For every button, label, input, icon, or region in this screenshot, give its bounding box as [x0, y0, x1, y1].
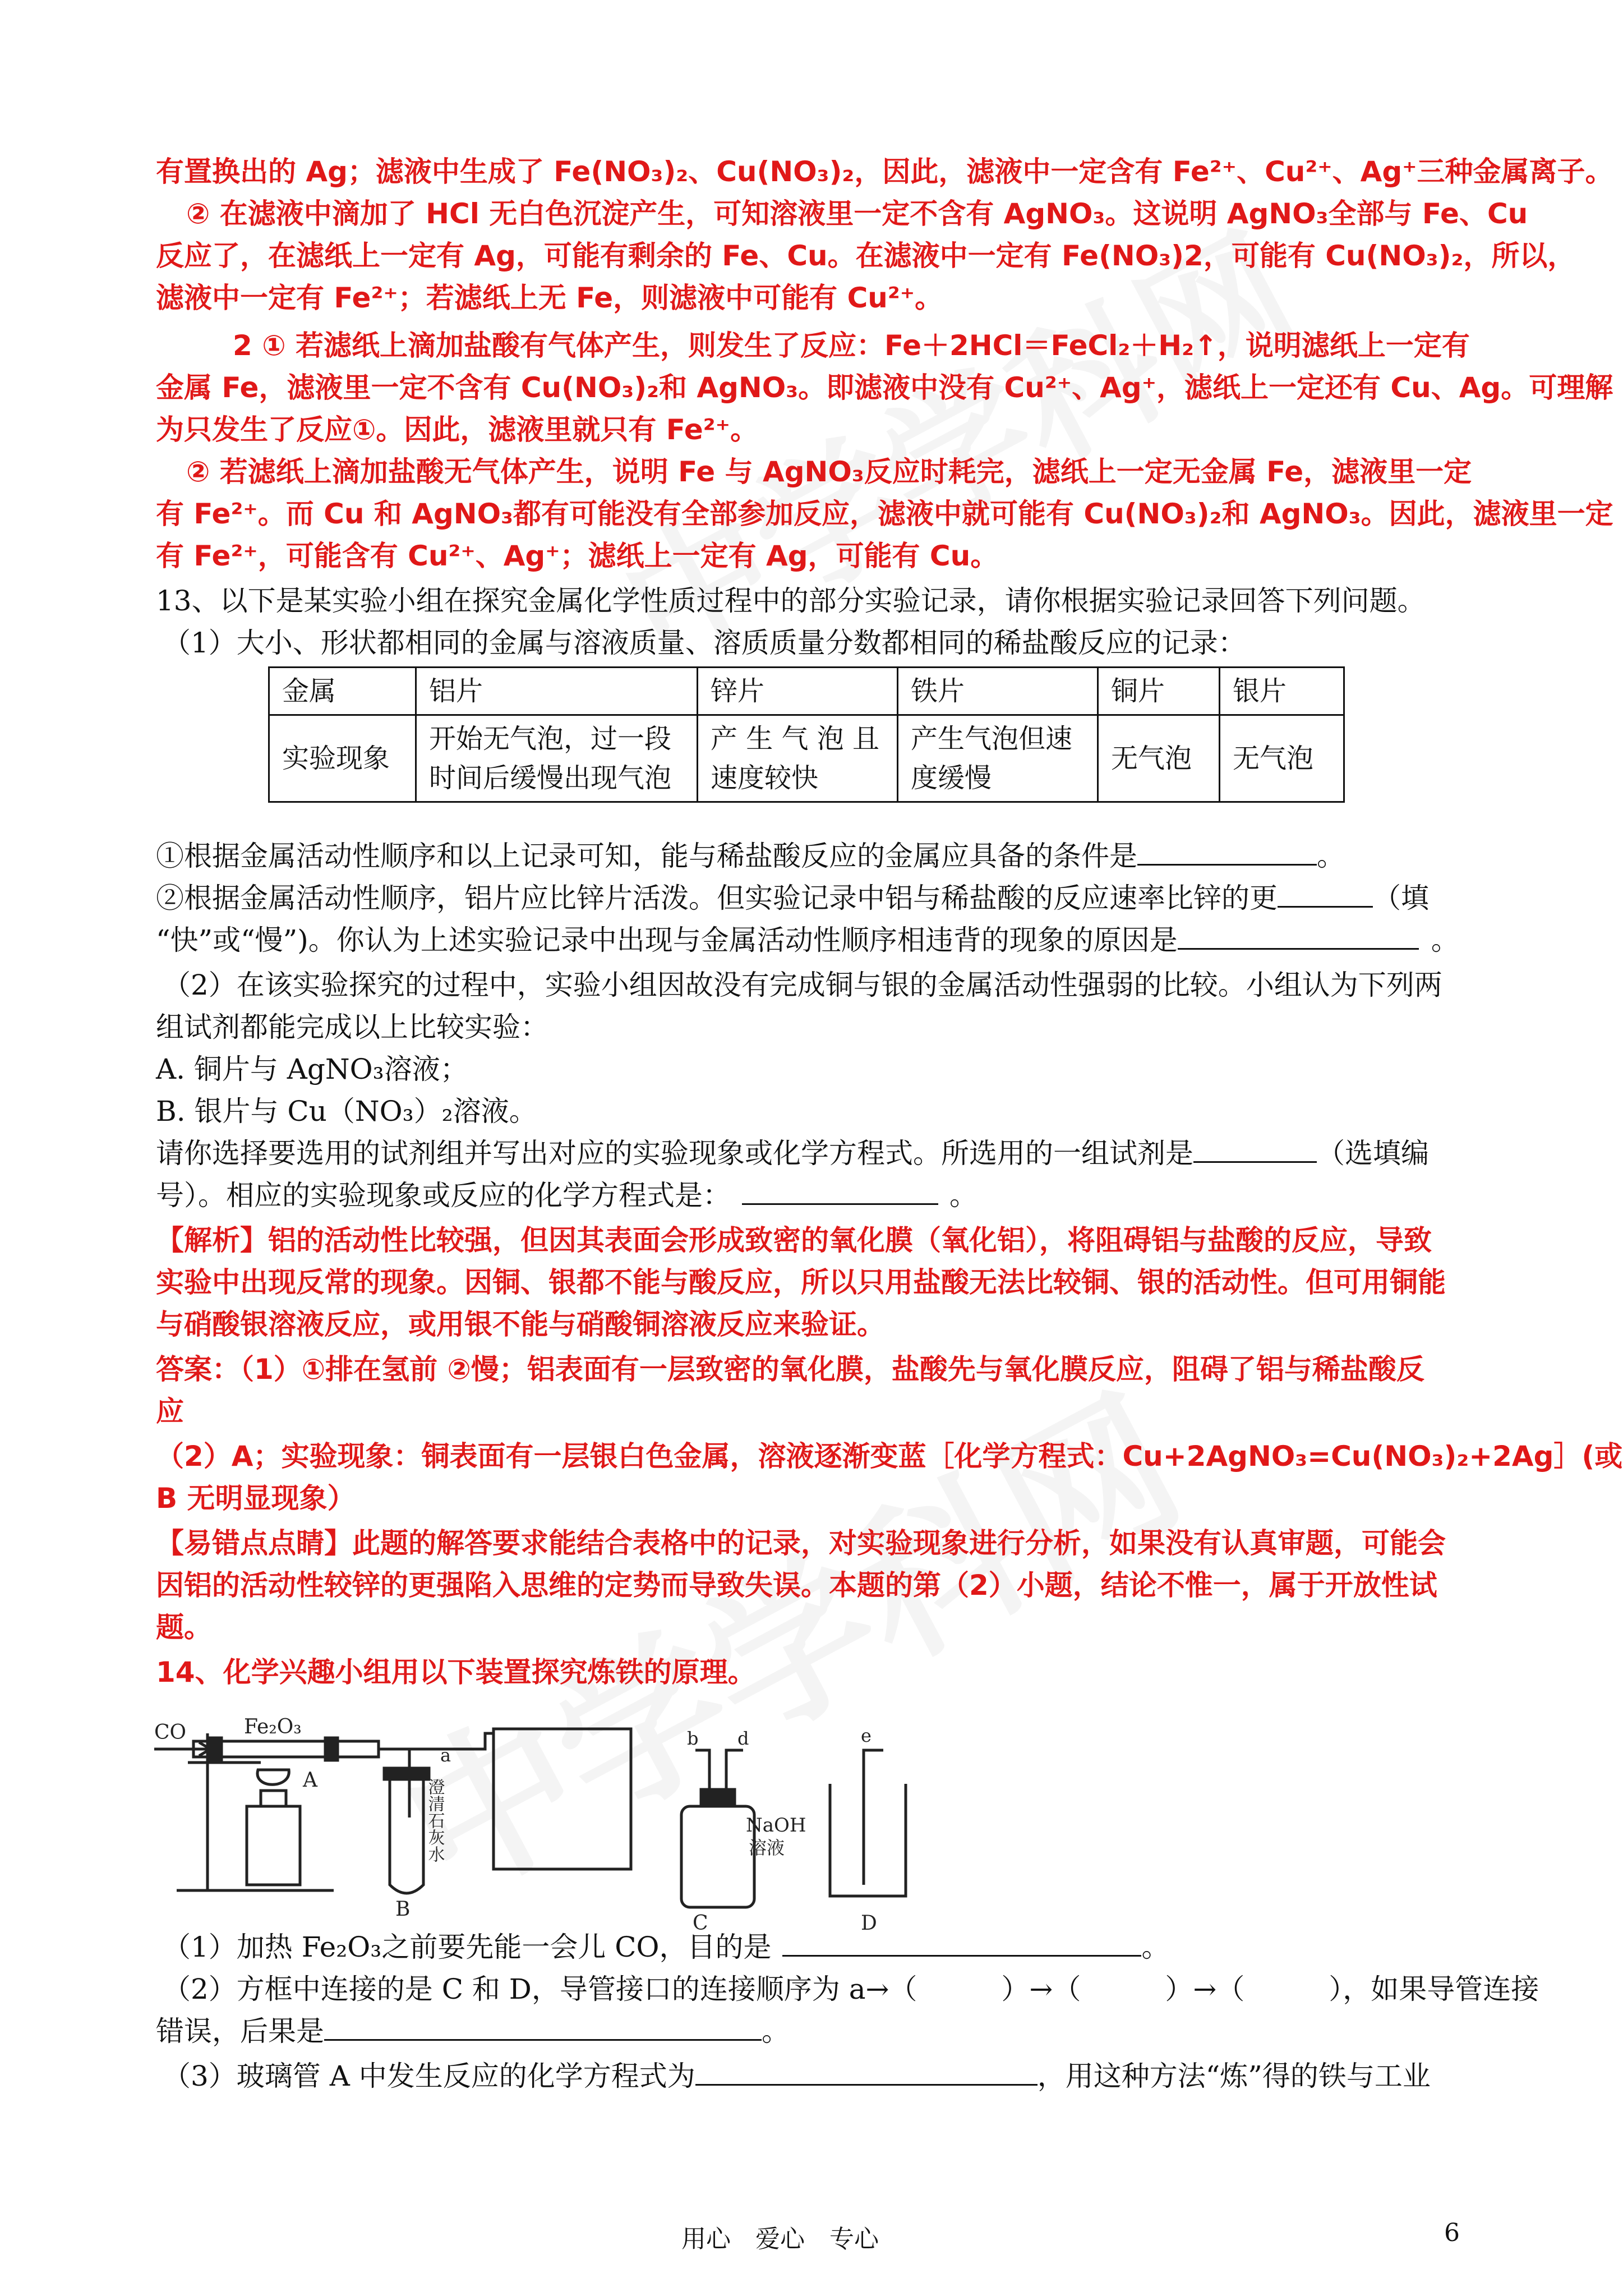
- cell-line: 时间后缓慢出现气泡: [429, 762, 672, 794]
- q13-q2-text: ②根据金属活动性顺序，铝片应比锌片活泼。但实验记录中铝与稀盐酸的反应速率比锌的更: [156, 882, 1278, 914]
- q14-q3: [163, 2056, 1431, 2096]
- answer-blank[interactable]: [1137, 836, 1317, 866]
- table-cell: [416, 715, 698, 802]
- label-a-burner: A: [303, 1769, 317, 1792]
- footer-motto: 用心 爱心 专心: [681, 2225, 879, 2253]
- table-header-row: [269, 668, 1344, 715]
- answer-line: 答案：（1）①排在氢前 ②慢；铝表面有一层致密的氧化膜，盐酸先与氧化膜反应，阻碍了铝与稀盐酸反: [156, 1353, 1424, 1386]
- table-cell: [698, 715, 898, 802]
- q13-q1-text: ①根据金属活动性顺序和以上记录可知，能与稀盐酸反应的金属应具备的条件是: [156, 840, 1137, 872]
- cell-line: 速度较快: [711, 762, 819, 794]
- label-a-tube: a: [440, 1745, 451, 1766]
- dashed-box-frame: [494, 1729, 631, 1869]
- q13-choose: [156, 1133, 1429, 1174]
- cell-line: 产 生 气 泡 且: [711, 723, 880, 754]
- q14-q3-end: ，用这种方法“炼”得的铁与工业: [1037, 2060, 1431, 2092]
- flame: [257, 1770, 289, 1784]
- stopper: [325, 1738, 338, 1760]
- q13-choose-text: 请你选择要选用的试剂组并写出对应的实验现象或化学方程式。所选用的一组试剂是: [156, 1137, 1193, 1170]
- table-row: [269, 715, 1344, 802]
- tips-line: 【易错点点睛】此题的解答要求能结合表格中的记录，对实验现象进行分析，如果没有认真审题，可能会: [156, 1527, 1446, 1559]
- q14-stem: 14、化学兴趣小组用以下装置探究炼铁的原理。: [156, 1656, 756, 1688]
- q13-choose: [156, 1175, 978, 1216]
- cell-line: 开始无气泡，过一段: [429, 723, 672, 754]
- page-number: 6: [1444, 2219, 1460, 2247]
- experiment-table: [268, 666, 1345, 803]
- option-a: A. 铜片与 AgNO₃溶液；: [156, 1053, 468, 1085]
- answer-line: 应: [156, 1395, 184, 1428]
- fe2o3-label: Fe₂O₃: [244, 1715, 302, 1738]
- tips-line: 题。: [156, 1611, 212, 1644]
- test-tube-b: [390, 1773, 423, 1893]
- cell-line: 产生气泡但速: [911, 723, 1073, 754]
- q14-q1-end: 。: [1141, 1931, 1170, 1963]
- red-line: 为只发生了反应①。因此，滤液里就只有 Fe²⁺。: [156, 413, 759, 446]
- table-row-label: 实验现象: [269, 715, 416, 802]
- q14-q2-cont: [156, 2011, 790, 2051]
- q13-choose-end: 。: [949, 1179, 978, 1212]
- q13-part1: （1）大小、形状都相同的金属与溶液质量、溶质质量分数都相同的稀盐酸反应的记录：: [163, 627, 1246, 659]
- q13-stem: 13、以下是某实验小组在探究金属化学性质过程中的部分实验记录，请你根据实验记录回答下列问题。: [156, 585, 1426, 617]
- table-header-cell: 铝片: [416, 668, 698, 715]
- label-d: D: [861, 1912, 877, 1935]
- q13-q1: [156, 836, 1345, 876]
- limewater-label: 澄清石灰水: [425, 1778, 445, 1862]
- label-e-small: e: [861, 1725, 872, 1746]
- table-header-cell: 铜片: [1098, 668, 1220, 715]
- q13-part2: 组试剂都能完成以上比较实验：: [156, 1011, 548, 1043]
- q13-q2-end: （填: [1373, 882, 1429, 914]
- red-line: ② 在滤液中滴加了 HCl 无白色沉淀产生，可知溶液里一定不含有 AgNO₃。这说明 AgNO₃全部与 Fe、Cu: [186, 197, 1528, 230]
- answer-blank[interactable]: [324, 2011, 762, 2041]
- q13-choose-text: 号）。相应的实验现象或反应的化学方程式是：: [156, 1179, 731, 1212]
- q13-q1-end: 。: [1317, 840, 1345, 872]
- table-header-cell: 银片: [1220, 668, 1344, 715]
- q14-q1-text: （1）加热 Fe₂O₃之前要先能一会儿 CO，目的是: [163, 1931, 772, 1963]
- bottle-c: [681, 1806, 754, 1907]
- analysis-line: 【解析】铝的活动性比较强，但因其表面会形成致密的氧化膜（氧化铝），将阻碍铝与盐酸的反应，导致: [156, 1224, 1432, 1257]
- q13-part2: （2）在该实验探究的过程中，实验小组因故没有完成铜与银的金属活动性强弱的比较。小组认为下列两: [163, 969, 1442, 1001]
- red-line: 滤液中一定有 Fe²⁺；若滤纸上无 Fe，则滤液中可能有 Cu²⁺。: [156, 282, 943, 314]
- q14-q2-end: 。: [762, 2015, 790, 2047]
- co-label: CO: [154, 1721, 187, 1744]
- label-d-small: d: [737, 1728, 749, 1749]
- q14-q1: [163, 1927, 1169, 1967]
- q14-q2-text: 错误，后果是: [156, 2015, 324, 2047]
- red-line: 有 Fe²⁺。而 Cu 和 AgNO₃都有可能没有全部参加反应，滤液中就可能有 Cu(NO₃)₂和 AgNO₃。因此，滤液里一定: [156, 498, 1613, 530]
- red-line: 有置换出的 Ag；滤液中生成了 Fe(NO₃)₂、Cu(NO₃)₂，因此，滤液中一定含有 Fe²⁺、Cu²⁺、Ag⁺三种金属离子。: [156, 155, 1613, 188]
- q13-q2-cont: [156, 920, 1459, 960]
- red-line: 2 ① 若滤纸上滴加盐酸有气体产生，则发生了反应：Fe＋2HCl＝FeCl₂＋H₂↑，说明滤纸上一定有: [233, 329, 1470, 362]
- red-line: ② 若滤纸上滴加盐酸无气体产生，说明 Fe 与 AgNO₃反应时耗完，滤纸上一定无金属 Fe，滤液里一定: [186, 455, 1472, 488]
- option-b: B. 银片与 Cu（NO₃）₂溶液。: [156, 1095, 537, 1128]
- q13-q2: [156, 878, 1429, 918]
- analysis-line: 实验中出现反常的现象。因铜、银都不能与酸反应，所以只用盐酸无法比较铜、银的活动性。但可用铜能: [156, 1266, 1446, 1299]
- answer-blank[interactable]: [695, 2056, 1038, 2086]
- table-header-cell: 金属: [269, 668, 416, 715]
- label-b: B: [395, 1898, 411, 1921]
- table-cell: 无气泡: [1098, 715, 1220, 802]
- tube-e: [864, 1750, 883, 1885]
- iron-smelting-apparatus: [154, 1715, 1489, 1935]
- answer-blank[interactable]: [782, 1927, 1141, 1957]
- q13-choose-end: （选填编: [1317, 1137, 1429, 1170]
- answer-blank[interactable]: [1193, 1133, 1317, 1163]
- q14-q2: （2）方框中连接的是 C 和 D，导管接口的连接顺序为 a→（ ）→（ ）→（ ），如果导管连接: [163, 1973, 1539, 2005]
- q13-q2-end: 。: [1431, 924, 1459, 956]
- solution-label: 溶液: [749, 1837, 785, 1858]
- cell-line: 度缓慢: [911, 762, 992, 794]
- answer-blank[interactable]: [1278, 878, 1373, 908]
- answer-line: B 无明显现象）: [156, 1482, 356, 1515]
- table-cell: [898, 715, 1098, 802]
- naoh-label: NaOH: [746, 1814, 806, 1837]
- stopper: [210, 1738, 222, 1760]
- table-cell: 无气泡: [1220, 715, 1344, 802]
- analysis-line: 与硝酸银溶液反应，或用银不能与硝酸铜溶液反应来验证。: [156, 1308, 885, 1341]
- q13-q2-text: “快”或“慢”)。你认为上述实验记录中出现与金属活动性顺序相违背的现象的原因是: [156, 924, 1178, 956]
- beaker-d: [830, 1784, 906, 1896]
- tips-line: 因铝的活动性较锌的更强陷入思维的定势而导致失误。本题的第（2）小题，结论不惟一，属于开放性试: [156, 1569, 1437, 1602]
- label-c: C: [693, 1912, 708, 1935]
- table-header-cell: 锌片: [698, 668, 898, 715]
- answer-blank[interactable]: [742, 1175, 938, 1205]
- red-line: 反应了，在滤纸上一定有 Ag，可能有剩余的 Fe、Cu。在滤液中一定有 Fe(NO₃)2，可能有 Cu(NO₃)₂，所以，: [156, 240, 1576, 272]
- label-b-small: b: [687, 1728, 699, 1749]
- red-line: 金属 Fe，滤液里一定不含有 Cu(NO₃)₂和 AgNO₃。即滤液中没有 Cu²⁺、Ag⁺，滤纸上一定还有 Cu、Ag。可理解: [156, 371, 1613, 404]
- answer-line: （2）A；实验现象：铜表面有一层银白色金属，溶液逐渐变蓝［化学方程式：Cu+2AgNO₃=Cu(NO₃)₂+2Ag］(或: [156, 1440, 1623, 1473]
- red-line: 有 Fe²⁺，可能含有 Cu²⁺、Ag⁺；滤纸上一定有 Ag，可能有 Cu。: [156, 540, 999, 572]
- spirit-lamp: [247, 1806, 300, 1885]
- table-header-cell: 铁片: [898, 668, 1098, 715]
- connecting-tube: [379, 1749, 409, 1818]
- answer-blank[interactable]: [1178, 920, 1419, 950]
- q14-q3-text: （3）玻璃管 A 中发生反应的化学方程式为: [163, 2060, 695, 2092]
